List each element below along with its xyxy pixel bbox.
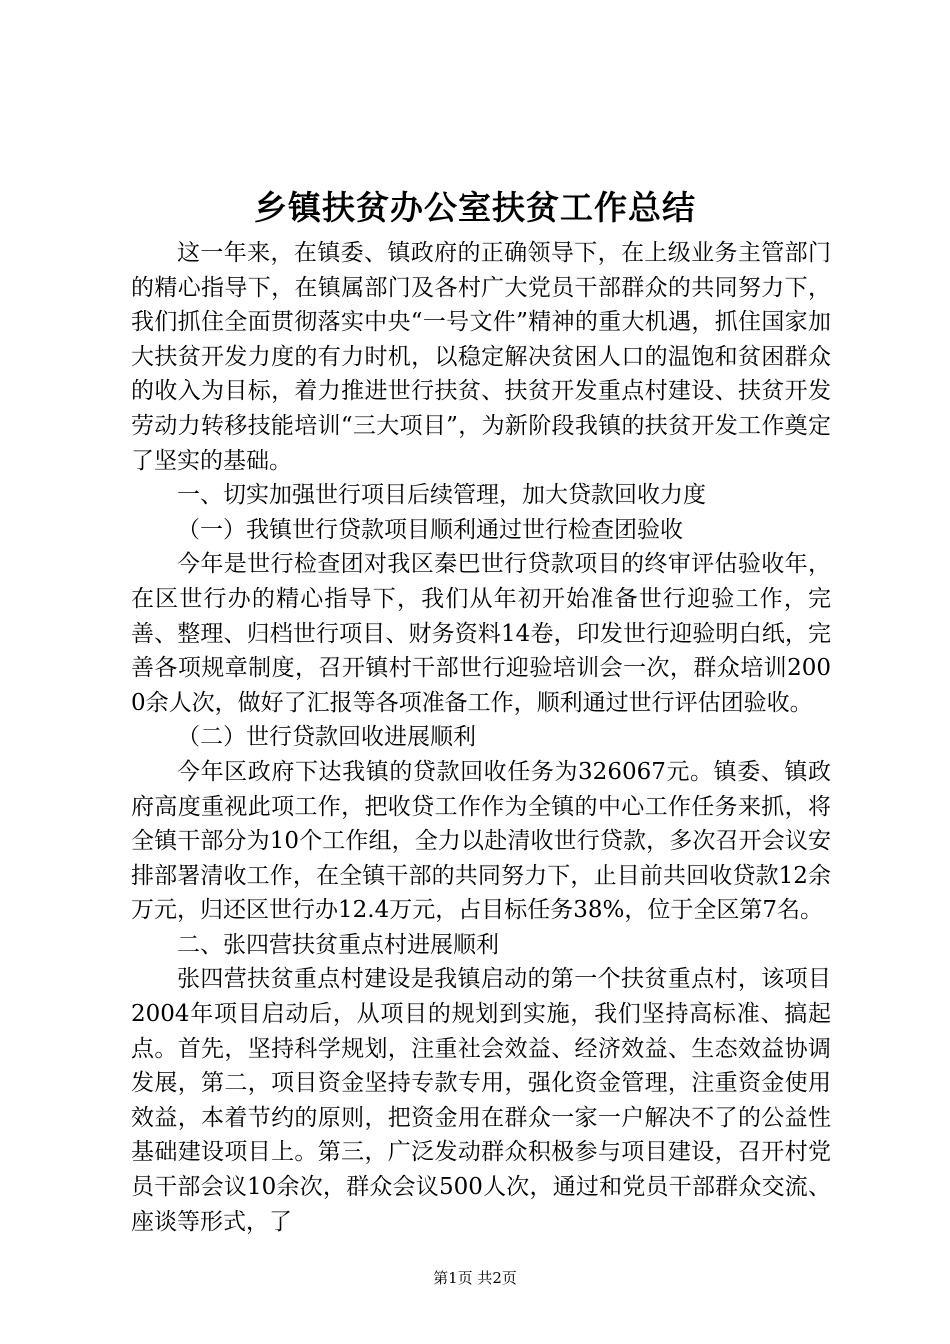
page-footer: 第1页 共2页 [433, 1269, 517, 1287]
section-heading-2: 二、张四营扶贫重点村进展顺利 [177, 931, 499, 958]
subsection-heading-1-2: （二）世行贷款回收进展顺利 [177, 724, 476, 751]
paragraph-section-2: 张四营扶贫重点村建设是我镇启动的第一个扶贫重点村，该项目2004年项目启动后，从项目的规划到实施，我们坚持高标准、搞起点。首先，坚持科学规划，注重社会效益、经济效益、生态效益协调发展，第二，项目资金坚持专款专用，强化资金管理，注重资金使用效益，本着节约的原则，把资金用在群众一家一户解决不了的公益性基础建设项目上。第三，广泛发动群众积极参与项目建设，召开村党员干部会议10余次，群众会议500人次，通过和党员干部群众交流、座谈等形式，了 [131, 966, 831, 1235]
document-title: 乡镇扶贫办公室扶贫工作总结 [254, 188, 696, 227]
document-body [131, 236, 831, 1239]
subsection-heading-1-1: （一）我镇世行贷款项目顺利通过世行检查团验收 [177, 516, 683, 543]
paragraph-section-1-2: 今年区政府下达我镇的贷款回收任务为326067元。镇委、镇政府高度重视此项工作，把收贷工作作为全镇的中心工作任务来抓，将全镇干部分为10个工作组，全力以赴清收世行贷款，多次召开会议安排部署清收工作，在全镇干部的共同努力下，止目前共回收贷款12余万元，归还区世行办12.4万元，占目标任务38%，位于全区第7名。 [131, 758, 831, 924]
section-heading-1: 一、切实加强世行项目后续管理，加大贷款回收力度 [177, 482, 706, 509]
paragraph-intro: 这一年来，在镇委、镇政府的正确领导下，在上级业务主管部门的精心指导下，在镇属部门及各村广大党员干部群众的共同努力下，我们抓住全面贯彻落实中央“一号文件”精神的重大机遇，抓住国家加大扶贫开发力度的有力时机，以稳定解决贫困人口的温饱和贫困群众的收入为目标，着力推进世行扶贫、扶贫开发重点村建设、扶贫开发劳动力转移技能培训“三大项目”，为新阶段我镇的扶贫开发工作奠定了坚实的基础。 [131, 240, 831, 474]
paragraph-section-1-1: 今年是世行检查团对我区秦巴世行贷款项目的终审评估验收年，在区世行办的精心指导下，我们从年初开始准备世行迎验工作，完善、整理、归档世行项目、财务资料14卷，印发世行迎验明白纸，完善各项规章制度，召开镇村干部世行迎验培训会一次，群众培训2000余人次，做好了汇报等各项准备工作，顺利通过世行评估团验收。 [131, 551, 831, 716]
